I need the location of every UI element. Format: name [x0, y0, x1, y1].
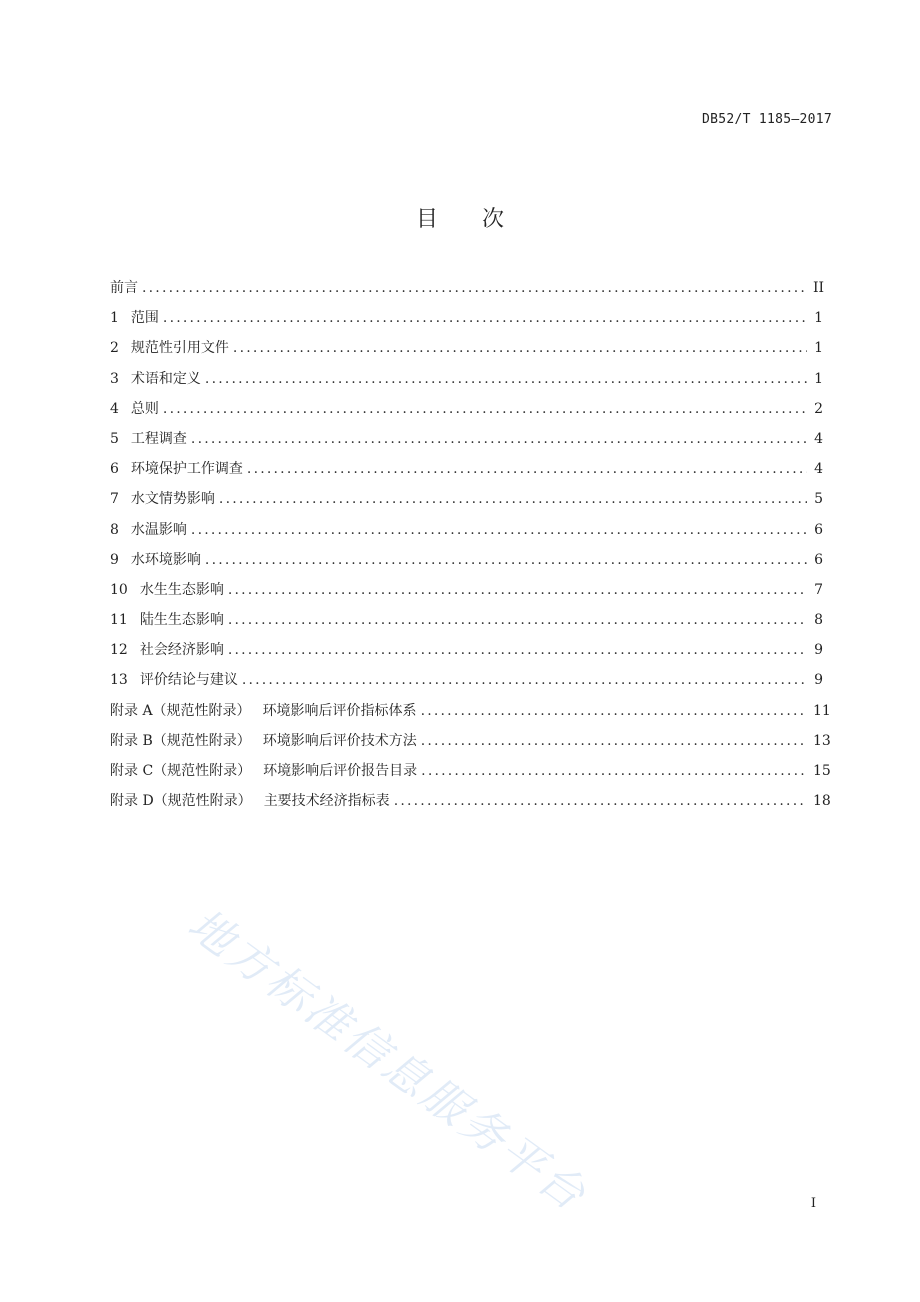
toc-entry-label: 主要技术经济指标表: [263, 793, 390, 810]
toc-title: 目次: [415, 207, 548, 232]
toc-entry[interactable]: [110, 308, 823, 338]
toc-leader-dots: [228, 640, 807, 660]
toc-entry-page: 4: [814, 461, 823, 478]
toc-entry-label: 环境影响后评价技术方法: [262, 732, 417, 749]
toc-leader-dots: [205, 369, 807, 389]
toc-entry[interactable]: [110, 610, 823, 640]
toc-entry-page: 6: [814, 551, 823, 568]
toc-entry-page: 13: [813, 732, 831, 749]
toc-entry-label: 陆生生态影响: [139, 612, 224, 629]
toc-entry-page: 4: [814, 430, 823, 447]
toc-entry[interactable]: [110, 338, 823, 368]
toc-entry-label: 水生生态影响: [139, 581, 224, 598]
toc-leader-dots: [228, 610, 807, 630]
toc-leader-dots: [421, 701, 807, 721]
toc-leader-dots: [233, 338, 807, 358]
toc-appendix-number: 附录 C（规范性附录）: [110, 763, 252, 779]
toc-entry[interactable]: [110, 670, 823, 700]
toc-entry-number: 2: [110, 340, 119, 357]
toc-entry-page: 9: [814, 672, 823, 689]
toc-entry-number: 11: [110, 612, 128, 629]
toc-entry-number: 3: [110, 370, 119, 387]
toc-entry-label: 水文情势影响: [130, 491, 215, 508]
toc-entry-label: 水环境影响: [130, 551, 201, 568]
toc-entry-number: 9: [110, 551, 119, 568]
toc-entry-label: 水温影响: [130, 521, 187, 538]
toc-entry-number: 12: [110, 642, 128, 659]
toc-entry-label: 术语和定义: [130, 370, 201, 387]
toc-entry-number: 7: [110, 491, 119, 508]
toc-leader-dots: [205, 550, 807, 570]
toc-entry[interactable]: [110, 580, 823, 610]
toc-entry-label: 环境影响后评价报告目录: [263, 763, 418, 779]
toc-entry[interactable]: [110, 369, 823, 399]
toc-leader-dots: [163, 399, 807, 419]
toc-entry[interactable]: [110, 640, 823, 670]
toc-entry[interactable]: [110, 489, 823, 519]
toc-entry[interactable]: [110, 520, 823, 550]
toc-entry-label: 前言: [110, 280, 138, 296]
toc-entry-number: 13: [110, 672, 128, 689]
toc-leader-dots: [421, 761, 807, 781]
toc-leader-dots: [219, 489, 807, 509]
toc-entry-page: 11: [813, 702, 831, 719]
toc-entry-page: 1: [814, 370, 823, 387]
page-number: I: [810, 1196, 816, 1211]
toc-leader-dots: [421, 731, 807, 751]
toc-appendix-number: 附录 B（规范性附录）: [110, 732, 251, 749]
toc-entry-page: 7: [814, 581, 823, 598]
toc-entry-page: 6: [814, 521, 823, 538]
toc-entry[interactable]: [110, 550, 823, 580]
toc-entry[interactable]: [110, 731, 831, 761]
toc-entry-number: 1: [110, 310, 119, 327]
toc-entry-label: 范围: [130, 310, 159, 327]
table-of-contents: [110, 278, 831, 821]
document-code: DB52/T 1185—2017: [701, 112, 832, 127]
toc-entry-label: 社会经济影响: [139, 642, 224, 659]
toc-entry-page: II: [813, 280, 825, 296]
toc-entry-page: 15: [813, 763, 831, 779]
toc-leader-dots: [191, 429, 807, 449]
toc-entry-label: 规范性引用文件: [130, 340, 229, 357]
toc-entry-number: 8: [110, 521, 119, 538]
toc-entry[interactable]: [110, 429, 823, 459]
toc-entry-page: 2: [814, 400, 823, 417]
watermark-text: 地方标准信息服务平台: [178, 898, 597, 1223]
toc-leader-dots: [394, 791, 807, 811]
toc-entry-page: 9: [814, 642, 823, 659]
toc-entry-label: 工程调查: [130, 430, 187, 447]
toc-entry-number: 5: [110, 430, 119, 447]
toc-leader-dots: [247, 459, 807, 479]
toc-entry-number: 6: [110, 461, 119, 478]
toc-entry[interactable]: [110, 791, 831, 821]
toc-entry-label: 评价结论与建议: [139, 672, 238, 689]
toc-entry[interactable]: [110, 399, 823, 429]
toc-entry-label: 总则: [130, 400, 159, 417]
toc-entry-page: 18: [813, 793, 831, 810]
toc-entry-number: 10: [110, 581, 128, 598]
toc-entry-number: 4: [110, 400, 119, 417]
toc-entry[interactable]: [110, 278, 823, 308]
toc-entry[interactable]: [110, 701, 831, 731]
toc-entry-page: 1: [814, 310, 823, 327]
toc-entry-label: 环境影响后评价指标体系: [262, 702, 417, 719]
toc-entry-page: 1: [814, 340, 823, 357]
toc-entry[interactable]: [110, 761, 831, 791]
toc-appendix-number: 附录 A（规范性附录）: [110, 702, 251, 719]
toc-leader-dots: [228, 580, 807, 600]
toc-entry-page: 8: [814, 612, 823, 629]
toc-entry[interactable]: [110, 459, 823, 489]
toc-leader-dots: [242, 670, 807, 690]
toc-entry-label: 环境保护工作调查: [130, 461, 243, 478]
toc-appendix-number: 附录 D（规范性附录）: [110, 793, 252, 810]
toc-entry-page: 5: [814, 491, 823, 508]
toc-leader-dots: [163, 308, 807, 328]
toc-leader-dots: [142, 278, 807, 298]
toc-leader-dots: [191, 520, 807, 540]
